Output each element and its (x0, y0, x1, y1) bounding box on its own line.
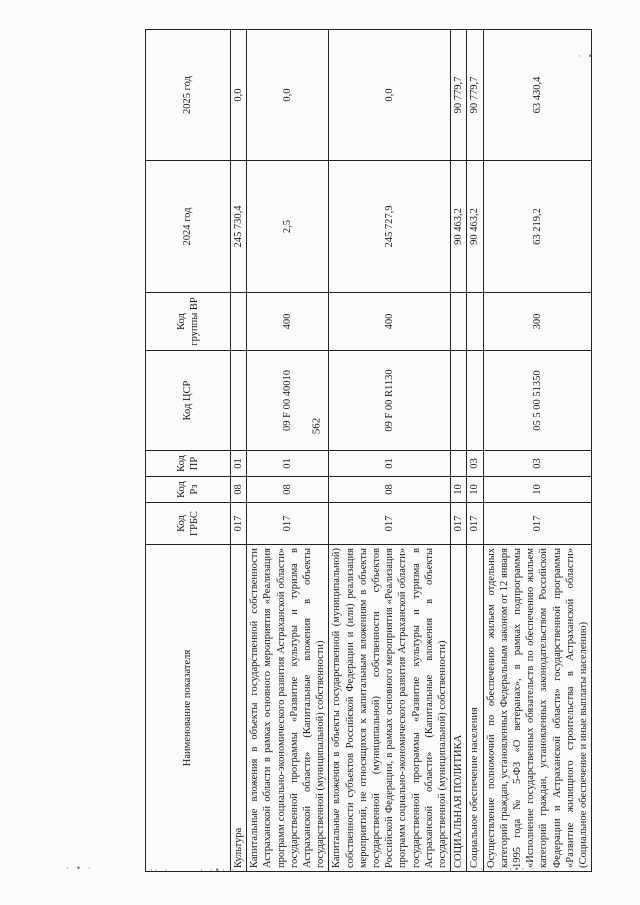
scan-noise: ·· · (150, 866, 170, 876)
row-rz: 10 (451, 477, 467, 503)
row-rz: 10 (483, 477, 592, 503)
row-grbs: 017 (467, 503, 483, 545)
table-row (451, 30, 467, 872)
row-vr (467, 293, 483, 351)
row-name: Культура (231, 545, 247, 872)
row-grbs: 017 (451, 503, 467, 545)
header-grbs: Код ГРБС (146, 503, 231, 545)
row-name: СОЦИАЛЬНАЯ ПОЛИТИКА (451, 545, 467, 872)
budget-table (145, 29, 592, 872)
row-vr (451, 293, 467, 351)
row-csr: 09 F 00 40010 (247, 351, 329, 451)
row-2025: 0,0 (247, 30, 329, 161)
row-vr: 400 (247, 293, 329, 351)
row-grbs: 017 (329, 503, 451, 545)
table-row (483, 30, 592, 872)
row-pr (451, 451, 467, 477)
row-2024: 90 463,2 (467, 161, 483, 293)
row-2024: 2,5 (247, 161, 329, 293)
row-name: Капитальные вложения в объекты государственной собственности Астраханской области в рамках основного мероприятия «Реализация программ социально-экономического развития Астраханской области» государственной программы «Развитие культуры и туризма в Астраханской области» (Капитальные вложения в объекты государственной (муниципальной) собственности) (247, 545, 329, 872)
table-row (247, 30, 329, 872)
budget-table-rotated (145, 30, 590, 872)
row-pr: 01 (231, 451, 247, 477)
row-rz: 08 (231, 477, 247, 503)
header-csr: Код ЦСР (146, 351, 231, 451)
row-vr: 300 (483, 293, 592, 351)
row-pr: 03 (467, 451, 483, 477)
scan-noise: · ·•· · (200, 866, 237, 876)
row-grbs: 017 (483, 503, 592, 545)
row-2025: 63 430,4 (483, 30, 592, 161)
scan-noise: · • · (66, 864, 93, 874)
row-grbs: 017 (247, 503, 329, 545)
scan-noise: · · · ·•· · · (480, 865, 546, 875)
table-row (329, 30, 451, 872)
row-2025: 0,0 (329, 30, 451, 161)
header-pr: Код ПР (146, 451, 231, 477)
row-name: Капитальные вложения в объекты государственной (муниципальной) собственности субъектов Российской Федерации и (или) реализация мероприятий, не относящихся к капитальным вложениям в объекты государственной (муниципальной) собственности субъектов Российской Федерации, в рамках основного мероприятия «Реализация программ социально-экономического развития Астраханской области» государственной программы «Развитие культуры и туризма в Астраханской области» (Капитальные вложения в объекты государственной (муниципальной) собственности) (329, 545, 451, 872)
row-2024: 63 219,2 (483, 161, 592, 293)
header-2025: 2025 год (146, 30, 231, 161)
row-2024: 90 463,2 (451, 161, 467, 293)
row-pr: 03 (483, 451, 592, 477)
header-name: Наименование показателя (146, 545, 231, 872)
header-vr: Код группы ВР (146, 293, 231, 351)
row-rz: 10 (467, 477, 483, 503)
table-row (467, 30, 483, 872)
row-pr: 01 (329, 451, 451, 477)
row-2024: 245 727,9 (329, 161, 451, 293)
row-name: Социальное обеспечение населения (467, 545, 483, 872)
page-number: 562 (310, 417, 323, 435)
row-vr (231, 293, 247, 351)
row-csr (451, 351, 467, 451)
row-rz: 08 (247, 477, 329, 503)
table-row (231, 30, 247, 872)
row-csr: 09 F 00 R1130 (329, 351, 451, 451)
row-csr (231, 351, 247, 451)
header-rz: Код Рз (146, 477, 231, 503)
row-2024: 245 730,4 (231, 161, 247, 293)
row-grbs: 017 (231, 503, 247, 545)
row-name: Осуществление полномочий по обеспечению жильем отдельных категорий граждан, установленных Федеральным законом от 12 января 1995 года № 5-ФЗ «О ветеранах», в рамках подпрограммы «Исполнение государственных обязательств по обеспечению жильем категорий граждан, установленных законодательством Российской Федерации и Астраханской области» государственной программы «Развитие жилищного строительства в Астраханской области» (Социальное обеспечение и иные выплаты населению) (483, 545, 592, 872)
row-rz: 08 (329, 477, 451, 503)
row-2025: 90 779,7 (451, 30, 467, 161)
row-pr: 01 (247, 451, 329, 477)
header-2024: 2024 год (146, 161, 231, 293)
scan-noise: · • (578, 52, 596, 62)
row-vr: 400 (329, 293, 451, 351)
row-csr: 05 5 00 51350 (483, 351, 592, 451)
table-header-row (146, 30, 231, 872)
row-csr (467, 351, 483, 451)
row-2025: 90 779,7 (467, 30, 483, 161)
row-2025: 0,0 (231, 30, 247, 161)
